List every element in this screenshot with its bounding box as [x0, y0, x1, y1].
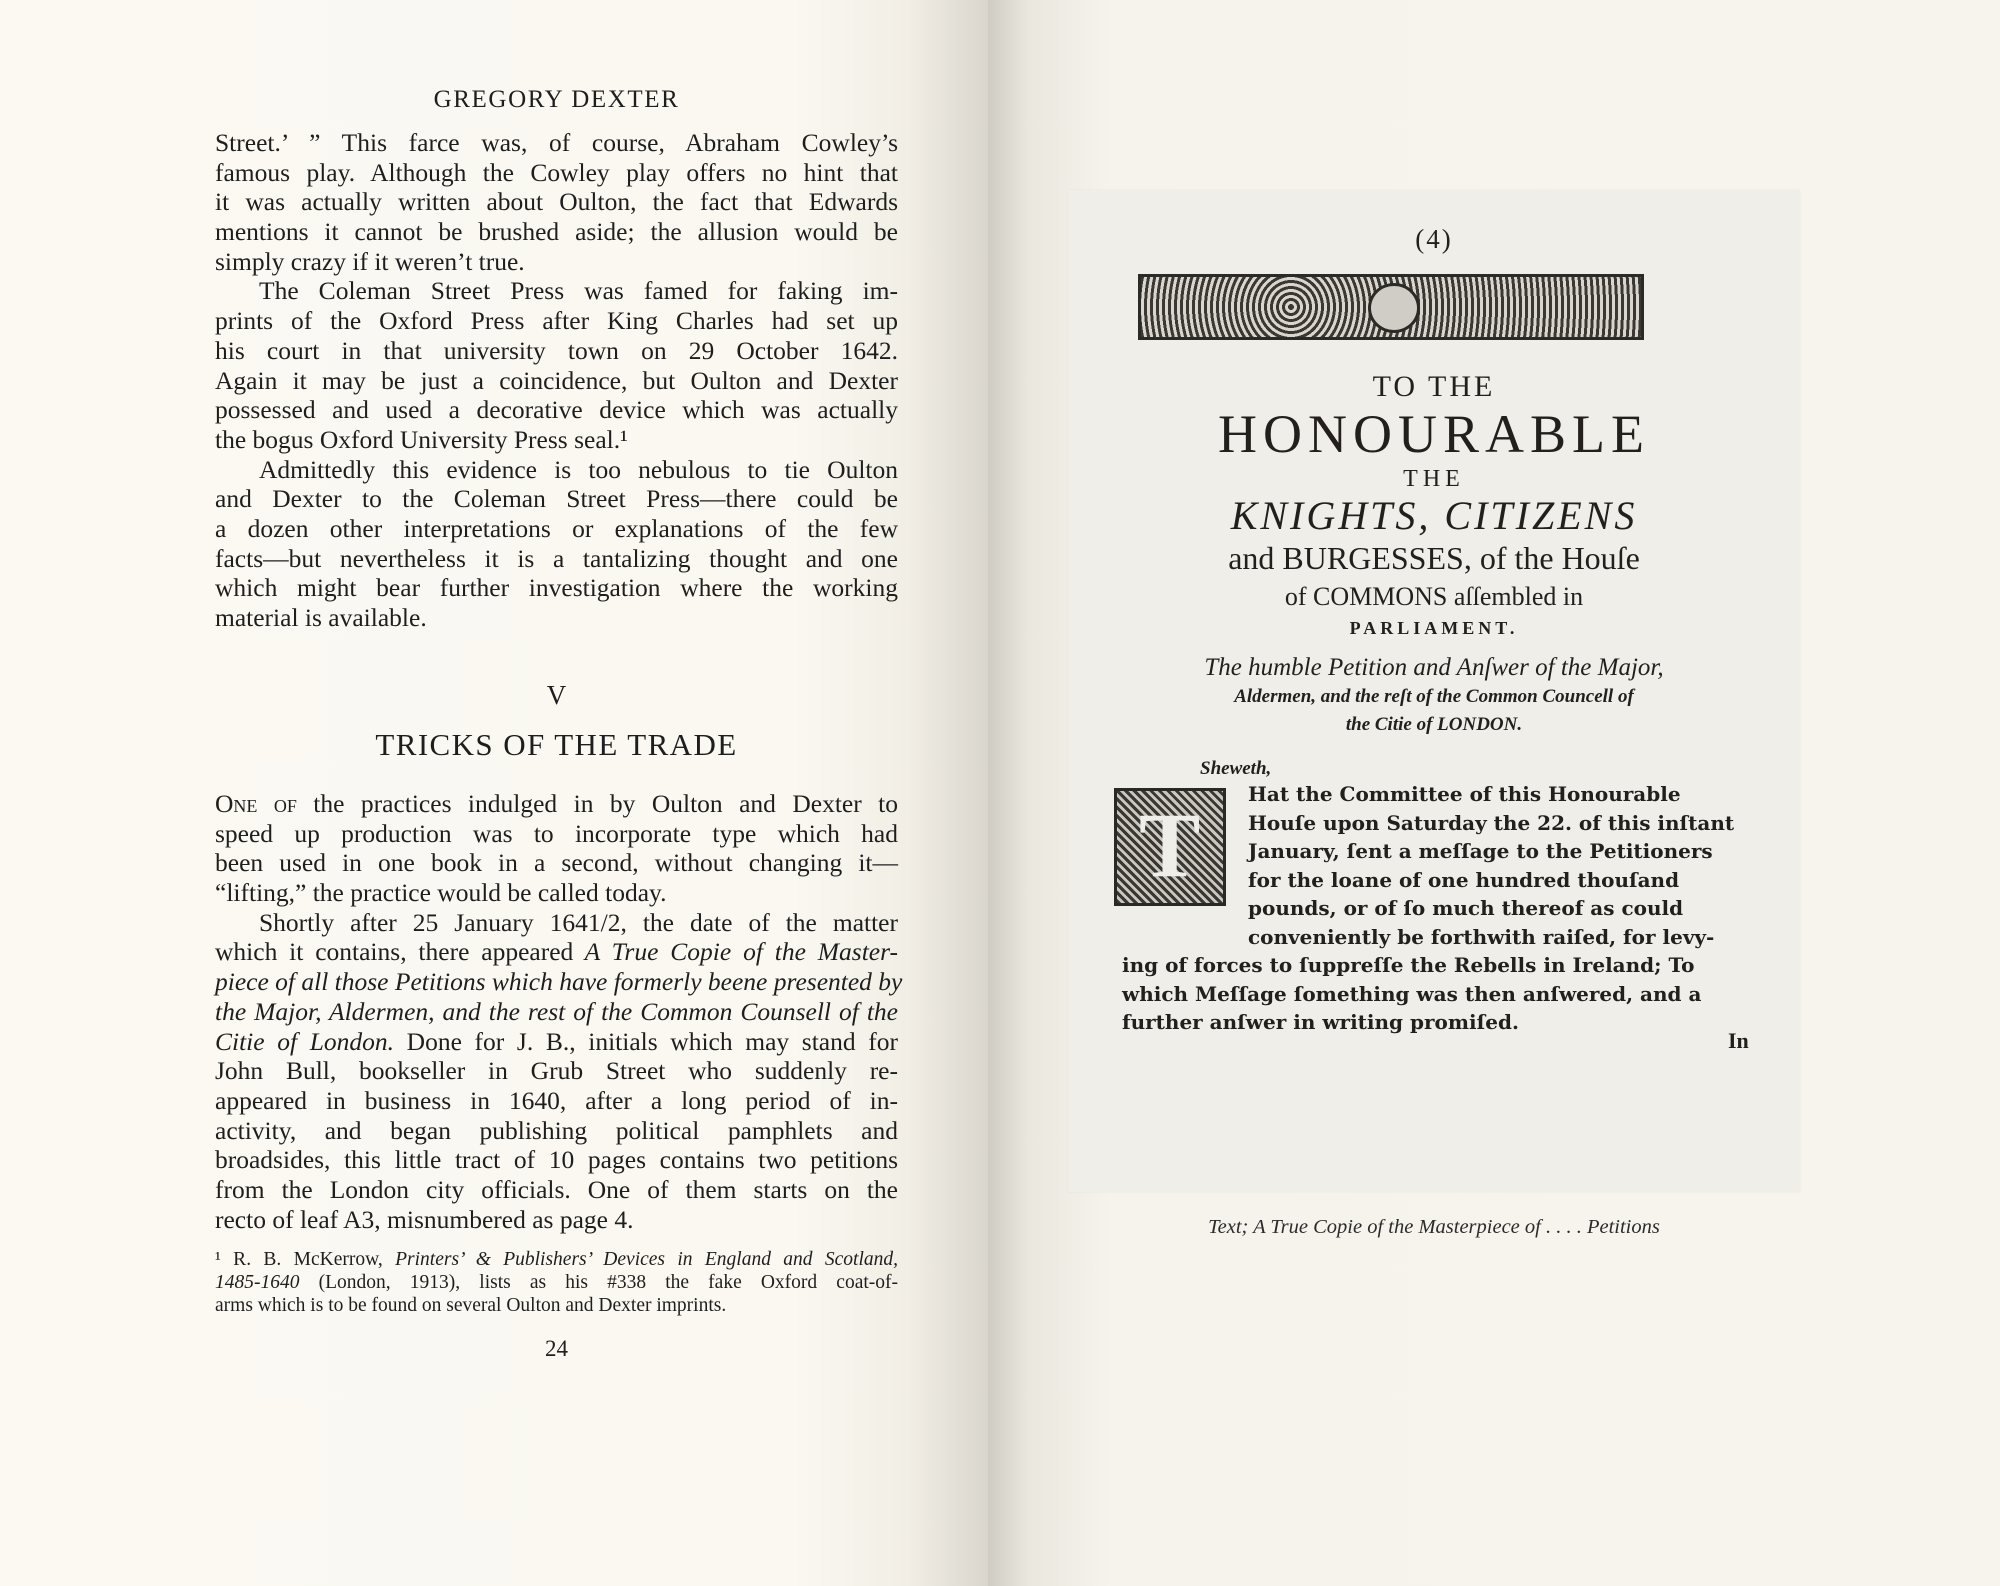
text-line	[215, 878, 898, 908]
plate-body-line: pounds, or of ſo much thereof as could	[1248, 896, 1684, 920]
text-line	[215, 819, 898, 849]
facsimile-plate	[1068, 190, 1800, 1192]
text-line: the bogus Oxford University Press seal.¹	[215, 424, 628, 454]
text-line: The Coleman Street Press was famed for faking im-	[259, 276, 898, 306]
text-line: famous play. Although the Cowley play offers no hint that	[215, 157, 898, 187]
text-run: appeared in business in 1640, after a long period of in-	[215, 1085, 898, 1115]
plate-body-line: ing of forces to ſuppreſſe the Rebells in Ireland; To	[1122, 953, 1695, 977]
text-run: been used in one book in a second, without changing it—	[215, 848, 898, 878]
plate-body-line: Houſe upon Saturday the 22. of this inſtant	[1248, 810, 1735, 835]
plate-honourable: HONOURABLE	[1218, 404, 1650, 464]
footnote-line	[215, 1248, 898, 1271]
text-run: speed up production was to incorporate type which had	[215, 818, 898, 848]
text-line	[215, 967, 903, 997]
text-run: broadsides, this little tract of 10 pages contains two petitions	[215, 1145, 898, 1175]
footnote-title: Printers’ & Publishers’ Devices in England and Scotland,	[395, 1249, 898, 1270]
chapter-title: TRICKS OF THE TRADE	[375, 727, 738, 762]
title-run: A True Copie of the Master-	[573, 937, 898, 967]
text-line: prints of the Oxford Press after King Charles had set up	[215, 306, 898, 336]
text-line: facts—but nevertheless it is a tantalizing thought and one	[215, 543, 898, 573]
text-line: material is available.	[215, 603, 427, 632]
footnote	[215, 1248, 898, 1317]
footnote-line	[215, 1271, 898, 1294]
text-line	[215, 1205, 898, 1235]
plate-the: THE	[1403, 466, 1465, 492]
left-page	[0, 0, 988, 1586]
text-line	[215, 997, 898, 1027]
title-run: Citie of London.	[215, 1026, 395, 1056]
text-run: Done for J. B., initials which may stand for	[394, 1026, 898, 1056]
plate-to-the: TO THE	[1372, 370, 1496, 403]
text-line	[215, 1086, 898, 1116]
plate-body-line: for the loane of one hundred thouſand	[1248, 867, 1680, 892]
title-run: piece of all those Petitions which have formerly beene presented by	[215, 967, 903, 997]
text-line: it was actually written about Oulton, the fact that Edwards	[215, 187, 898, 217]
text-line	[215, 1175, 898, 1205]
plate-body-line: Hat the Committee of this Honourable	[1248, 782, 1681, 806]
plate-body-line: January, ſent a meſſage to the Petitioners	[1248, 839, 1713, 863]
text-line: and Dexter to the Coleman Street Press—there could be	[215, 484, 898, 514]
plate-knights-citizens: KNIGHTS, CITIZENS	[1230, 493, 1638, 538]
footnote-text: ¹ R. B. McKerrow,	[215, 1249, 396, 1270]
text-line: mentions it cannot be brushed aside; the allusion would be	[215, 217, 898, 247]
text-line: a dozen other interpretations or explanations of the few	[215, 513, 898, 543]
text-line-rest: the practices indulged in by Oulton and Dexter to	[296, 789, 898, 818]
text-line	[215, 1116, 898, 1146]
text-line: Admittedly this evidence is too nebulous to tie Oulton	[259, 454, 898, 484]
page-number: 24	[545, 1336, 568, 1361]
text-run: Shortly after 25 January 1641/2, the date of the matter	[259, 907, 898, 937]
plate-sheweth: Sheweth,	[1200, 758, 1272, 779]
text-line: simply crazy if it weren’t true.	[215, 246, 525, 276]
text-line	[215, 848, 898, 878]
text-line: his court in that university town on 29 October 1642.	[215, 335, 898, 365]
plate-commons: of COMMONS aſſembled in	[1284, 582, 1584, 611]
text-line	[215, 789, 898, 819]
plate-catchword: In	[1728, 1028, 1749, 1053]
text-run: recto of leaf A3, misnumbered as page 4.	[215, 1204, 634, 1234]
plate-body-line: further anſwer in writing promiſed.	[1122, 1010, 1519, 1034]
plate-petition-line: Aldermen, and the reſt of the Common Councell of	[1234, 686, 1634, 707]
text-line	[215, 1056, 898, 1086]
plate-page-number: (4)	[1415, 224, 1453, 254]
plate-burgesses: and BURGESSES, of the Houſe	[1228, 540, 1640, 576]
text-line	[215, 908, 898, 938]
plate-body-line: which Meſſage ſomething was then anſwered, and a	[1122, 981, 1702, 1006]
text-run: activity, and began publishing political pamphlets and	[215, 1115, 898, 1145]
text-line: which might bear further investigation where the working	[215, 573, 898, 603]
small-caps-opening: One of	[215, 789, 297, 818]
text-line: possessed and used a decorative device which was actually	[215, 395, 898, 425]
text-run: which it contains, there appeared	[215, 937, 574, 967]
footnote-line: arms which is to be found on several Oulton and Dexter imprints.	[215, 1295, 727, 1316]
text-run: from the London city officials. One of them starts on the	[215, 1174, 898, 1204]
chapter-number: V	[546, 680, 567, 710]
footnote-text: (London, 1913), lists as his #338 the fake Oxford coat-of-	[299, 1272, 898, 1293]
text-line: Street.’ ” This farce was, of course, Abraham Cowley’s	[215, 128, 898, 157]
text-line: Again it may be just a coincidence, but Oulton and Dexter	[215, 365, 898, 395]
text-line	[215, 937, 898, 967]
text-line	[215, 1145, 898, 1175]
plate-petition-line: the Citie of LONDON.	[1345, 714, 1523, 735]
text-run: John Bull, bookseller in Grub Street who suddenly re-	[215, 1056, 898, 1086]
plate-body-line: conveniently be forthwith raiſed, for levy-	[1248, 924, 1715, 949]
ornament-face-icon	[1368, 283, 1420, 333]
ornament-icon	[1138, 274, 1644, 340]
running-head: GREGORY DEXTER	[433, 86, 680, 113]
text-run: “lifting,” the practice would be called today.	[215, 878, 667, 908]
drop-cap-icon	[1114, 788, 1226, 906]
drop-cap-letter: T	[1139, 794, 1201, 896]
paragraph-block-1	[215, 128, 898, 633]
right-page	[988, 0, 2000, 1586]
footnote-title: 1485-1640	[215, 1272, 300, 1293]
plate-parliament: PARLIAMENT.	[1349, 618, 1519, 638]
title-run: the Major, Aldermen, and the rest of the Common Counsell of the	[215, 996, 898, 1026]
paragraph-block-2	[215, 789, 903, 1234]
plate-caption: Text; A True Copie of the Masterpiece of . . . . Petitions	[1208, 1216, 1660, 1238]
text-line	[215, 1027, 898, 1057]
plate-petition-line: The humble Petition and Anſwer of the Major,	[1204, 654, 1664, 681]
